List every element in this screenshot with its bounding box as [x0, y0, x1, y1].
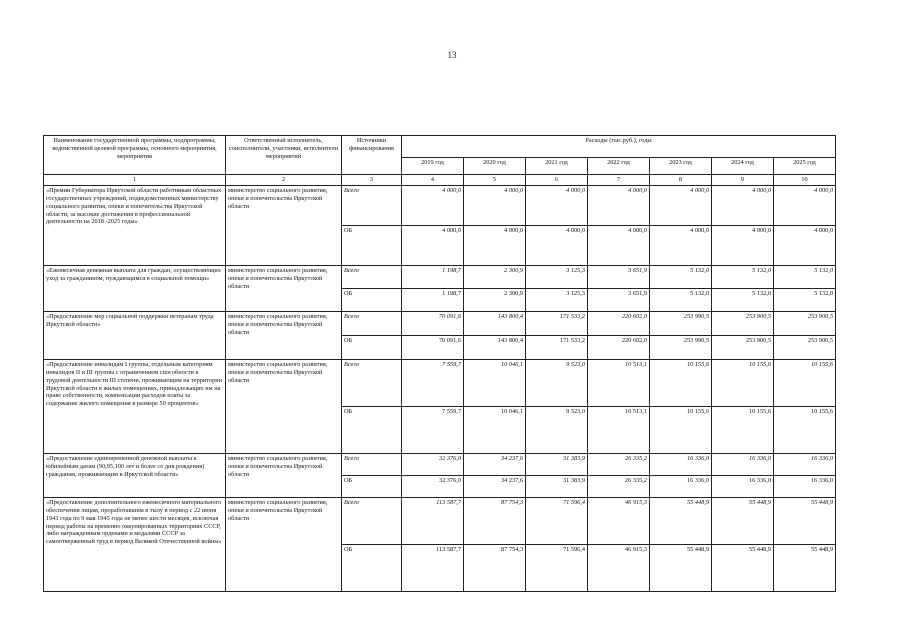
- page-number: 13: [447, 50, 457, 60]
- source-total-label: Всего: [342, 266, 402, 289]
- value-total-2021: 71 596,4: [526, 498, 588, 545]
- value-ob-2019: 4 000,0: [402, 226, 464, 266]
- column-number: 10: [774, 175, 836, 186]
- header-executor-col: Ответственный исполнитель, соисполнители, участники, исполнители мероприятий: [226, 136, 342, 175]
- activity-name: «Ежемесячная денежная выплата для граждан, осуществляющих уход за гражданином, нуждающимся в социальной помощи»: [44, 266, 226, 312]
- value-total-2022: 26 335,2: [588, 454, 650, 476]
- value-total-2022: 10 513,1: [588, 360, 650, 407]
- value-ob-2020: 143 800,4: [464, 336, 526, 360]
- column-number: 5: [464, 175, 526, 186]
- value-total-2022: 220 602,0: [588, 312, 650, 336]
- value-total-2023: 10 155,6: [650, 360, 712, 407]
- header-year: 2023 год: [650, 157, 712, 174]
- value-total-2025: 16 336,0: [774, 454, 836, 476]
- source-ob-label: ОБ: [342, 545, 402, 592]
- value-total-2024: 55 448,9: [712, 498, 774, 545]
- value-ob-2023: 16 336,0: [650, 476, 712, 498]
- value-total-2021: 9 523,0: [526, 360, 588, 407]
- value-ob-2019: 1 198,7: [402, 289, 464, 312]
- source-total-label: Всего: [342, 360, 402, 407]
- activity-executor: министерство социального развития, опеки и попечительства Иркутской области: [226, 498, 342, 592]
- header-row: [44, 136, 836, 158]
- header-name-col: Наименование государственной программы, подпрограммы, ведомственной целевой программы, основного мероприятия, мероприятия: [44, 136, 226, 175]
- value-total-2023: 55 448,9: [650, 498, 712, 545]
- value-ob-2019: 7 559,7: [402, 407, 464, 454]
- activity-executor: министерство социального развития, опеки и попечительства Иркутской области: [226, 186, 342, 266]
- header-year: 2022 год: [588, 157, 650, 174]
- activity-name: «Предоставление единовременной денежной выплаты к юбилейным датам (90,95,100 лет и более со дня рождения) гражданам, проживающим в Иркутской области»: [44, 454, 226, 498]
- value-ob-2024: 16 336,0: [712, 476, 774, 498]
- value-ob-2020: 4 000,0: [464, 226, 526, 266]
- value-total-2020: 87 754,3: [464, 498, 526, 545]
- value-ob-2020: 87 754,3: [464, 545, 526, 592]
- source-total-label: Всего: [342, 186, 402, 226]
- header-expenses-col: Расходы (тыс.руб.), годы: [402, 136, 836, 158]
- budget-table: [43, 135, 836, 592]
- activity-executor: министерство социального развития, опеки и попечительства Иркутской области: [226, 266, 342, 312]
- source-total-label: Всего: [342, 454, 402, 476]
- value-ob-2021: 4 000,0: [526, 226, 588, 266]
- value-ob-2019: 32 376,0: [402, 476, 464, 498]
- value-total-2025: 4 000,0: [774, 186, 836, 226]
- value-total-2019: 4 000,0: [402, 186, 464, 226]
- value-total-2023: 4 000,0: [650, 186, 712, 226]
- activity-executor: министерство социального развития, опеки и попечительства Иркутской области: [226, 360, 342, 454]
- value-total-2023: 253 990,5: [650, 312, 712, 336]
- source-total-label: Всего: [342, 498, 402, 545]
- activity-name: «Предоставление дополнительного ежемесячного материального обеспечения лицам, проработавшим в тылу в период с 22 июня 1941 года по 9 мая 1945 года не менее шести месяцев, исключая период работы на временно оккупированных территориях СССР, либо награжденным орденами и медалями СССР за самоотверженный труд в период Великой Отечественной войны»: [44, 498, 226, 592]
- source-ob-label: ОБ: [342, 289, 402, 312]
- value-ob-2025: 253 900,5: [774, 336, 836, 360]
- value-total-2021: 31 383,9: [526, 454, 588, 476]
- value-ob-2022: 3 651,9: [588, 289, 650, 312]
- column-number: 2: [226, 175, 342, 186]
- table-row-total: [44, 498, 836, 545]
- value-ob-2020: 10 046,1: [464, 407, 526, 454]
- source-ob-label: ОБ: [342, 407, 402, 454]
- value-total-2019: 32 376,0: [402, 454, 464, 476]
- column-number: 4: [402, 175, 464, 186]
- value-ob-2019: 70 091,6: [402, 336, 464, 360]
- value-total-2021: 3 125,3: [526, 266, 588, 289]
- activity-executor: министерство социального развития, опеки и попечительства Иркутской области: [226, 312, 342, 360]
- value-ob-2021: 71 596,4: [526, 545, 588, 592]
- value-total-2020: 2 300,9: [464, 266, 526, 289]
- value-total-2024: 5 132,0: [712, 266, 774, 289]
- value-ob-2021: 3 125,3: [526, 289, 588, 312]
- header-year: 2021 год: [526, 157, 588, 174]
- value-ob-2023: 4 000,0: [650, 226, 712, 266]
- value-total-2019: 70 091,6: [402, 312, 464, 336]
- column-number: 6: [526, 175, 588, 186]
- header-year: 2019 год: [402, 157, 464, 174]
- value-ob-2019: 113 587,7: [402, 545, 464, 592]
- value-total-2020: 10 046,1: [464, 360, 526, 407]
- column-number: 3: [342, 175, 402, 186]
- value-total-2020: 143 800,4: [464, 312, 526, 336]
- value-ob-2024: 4 000,0: [712, 226, 774, 266]
- value-ob-2020: 34 237,6: [464, 476, 526, 498]
- value-total-2023: 5 132,0: [650, 266, 712, 289]
- value-ob-2023: 5 132,0: [650, 289, 712, 312]
- header-year: 2020 год: [464, 157, 526, 174]
- value-total-2019: 7 559,7: [402, 360, 464, 407]
- column-number: 8: [650, 175, 712, 186]
- value-ob-2021: 9 523,0: [526, 407, 588, 454]
- value-ob-2023: 10 155,6: [650, 407, 712, 454]
- value-total-2020: 4 000,0: [464, 186, 526, 226]
- value-total-2024: 253 900,5: [712, 312, 774, 336]
- source-ob-label: ОБ: [342, 226, 402, 266]
- value-ob-2022: 4 000,0: [588, 226, 650, 266]
- table-row-total: [44, 312, 836, 336]
- value-ob-2025: 16 336,0: [774, 476, 836, 498]
- value-ob-2022: 10 513,1: [588, 407, 650, 454]
- table-row-total: [44, 186, 836, 226]
- value-ob-2023: 253 990,5: [650, 336, 712, 360]
- value-total-2024: 10 155,6: [712, 360, 774, 407]
- value-ob-2021: 31 383,9: [526, 476, 588, 498]
- value-ob-2024: 55 448,9: [712, 545, 774, 592]
- value-ob-2020: 2 300,9: [464, 289, 526, 312]
- value-total-2025: 55 448,9: [774, 498, 836, 545]
- value-total-2025: 5 132,0: [774, 266, 836, 289]
- source-ob-label: ОБ: [342, 336, 402, 360]
- value-ob-2025: 10 155,6: [774, 407, 836, 454]
- column-number: 1: [44, 175, 226, 186]
- value-ob-2021: 171 533,2: [526, 336, 588, 360]
- column-number: 7: [588, 175, 650, 186]
- header-year: 2024 год: [712, 157, 774, 174]
- value-total-2019: 113 587,7: [402, 498, 464, 545]
- value-total-2025: 253 900,5: [774, 312, 836, 336]
- value-ob-2024: 5 132,0: [712, 289, 774, 312]
- activity-name: «Предоставление мер социальной поддержки ветеранам труда Иркутской области»: [44, 312, 226, 360]
- value-ob-2022: 46 915,3: [588, 545, 650, 592]
- value-ob-2023: 55 448,9: [650, 545, 712, 592]
- value-total-2023: 16 336,0: [650, 454, 712, 476]
- value-total-2024: 4 000,0: [712, 186, 774, 226]
- value-total-2022: 3 651,9: [588, 266, 650, 289]
- header-year: 2025 год: [774, 157, 836, 174]
- column-number: 9: [712, 175, 774, 186]
- column-numbers-row: [44, 175, 836, 186]
- activity-name: «Премии Губернатора Иркутской области работникам областных государственных учреждений, подведомственных министерству социального развития, опеки и попечительства Иркутской области, за высокие достижения в профессиональной деятельности на 2018 -2025 годы»: [44, 186, 226, 266]
- value-total-2025: 10 155,6: [774, 360, 836, 407]
- value-total-2020: 34 237,6: [464, 454, 526, 476]
- value-ob-2024: 10 155,6: [712, 407, 774, 454]
- value-ob-2022: 26 335,2: [588, 476, 650, 498]
- table-row-total: [44, 266, 836, 289]
- value-ob-2022: 220 602,0: [588, 336, 650, 360]
- value-total-2022: 46 915,3: [588, 498, 650, 545]
- value-ob-2025: 4 000,0: [774, 226, 836, 266]
- header-source-col: Источники финансирования: [342, 136, 402, 175]
- value-ob-2025: 5 132,0: [774, 289, 836, 312]
- value-total-2021: 4 000,0: [526, 186, 588, 226]
- table-row-total: [44, 360, 836, 407]
- table-row-total: [44, 454, 836, 476]
- source-ob-label: ОБ: [342, 476, 402, 498]
- value-total-2024: 16 336,0: [712, 454, 774, 476]
- value-ob-2024: 253 900,5: [712, 336, 774, 360]
- value-total-2021: 171 533,2: [526, 312, 588, 336]
- activity-name: «Предоставление инвалидам I группы, отдельным категориям инвалидов II и III группы с ограничением способности к трудовой деятельности III степени, проживающим на территории Иркутской области в жилых помещениях, принадлежащих им на праве собственности, компенсации расходов платы за содержание жилого помещения в размере 50 процентов»: [44, 360, 226, 454]
- source-total-label: Всего: [342, 312, 402, 336]
- activity-executor: министерство социального развития, опеки и попечительства Иркутской области: [226, 454, 342, 498]
- value-total-2019: 1 198,7: [402, 266, 464, 289]
- value-total-2022: 4 000,0: [588, 186, 650, 226]
- value-ob-2025: 55 448,9: [774, 545, 836, 592]
